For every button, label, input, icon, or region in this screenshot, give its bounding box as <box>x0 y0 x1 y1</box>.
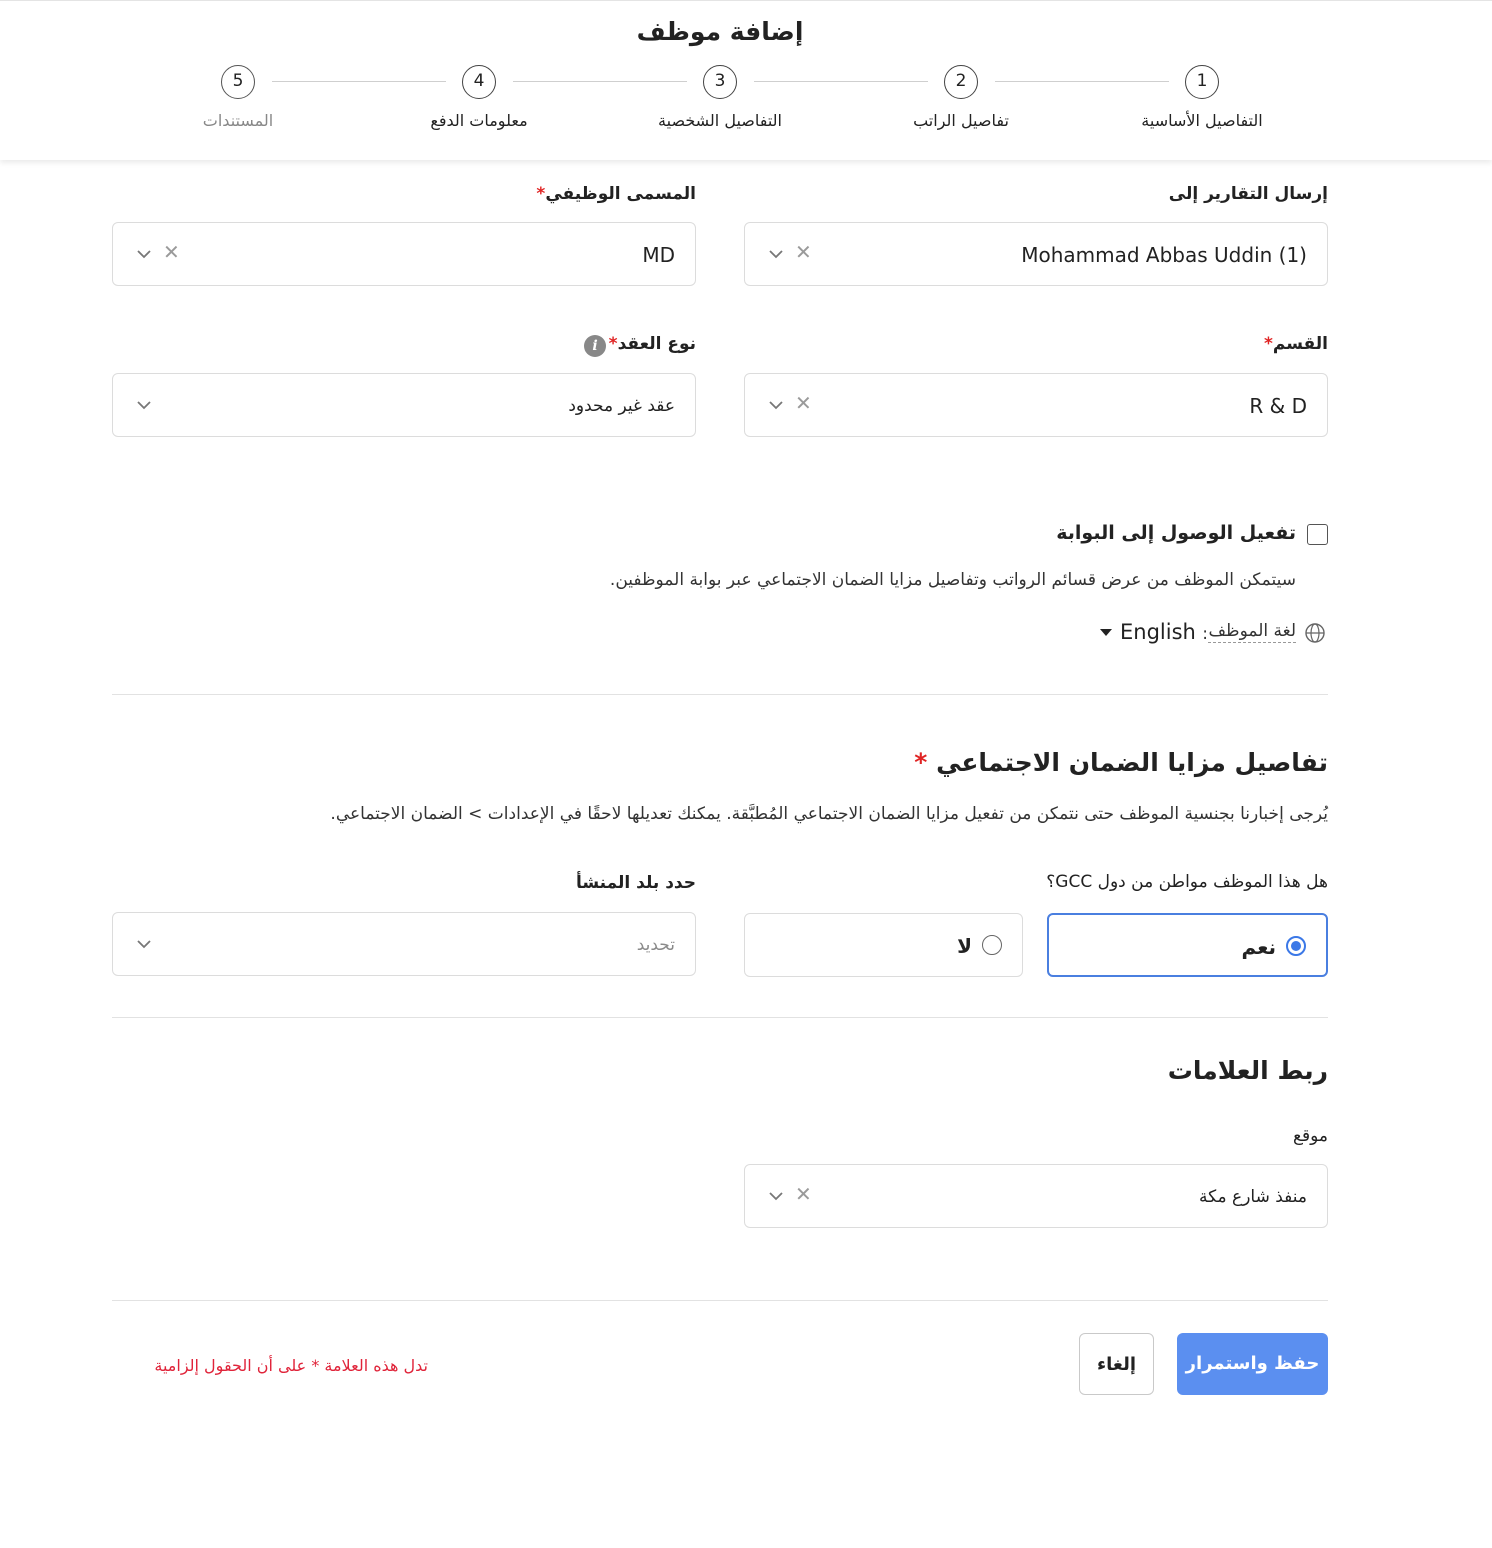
step-number: 4 <box>462 65 496 99</box>
country-of-origin-select[interactable] <box>112 912 696 976</box>
language-value: English <box>1120 620 1196 644</box>
location-select[interactable] <box>744 1164 1328 1228</box>
chevron-down-icon[interactable] <box>767 1187 785 1205</box>
page-header <box>0 0 1492 160</box>
job-title-label: المسمى الوظيفي* <box>536 184 696 204</box>
step-label: معلومات الدفع <box>430 111 528 130</box>
clear-icon[interactable]: ✕ <box>795 391 812 415</box>
step-basic-details[interactable] <box>1102 65 1302 130</box>
portal-access-checkbox[interactable] <box>1307 524 1328 545</box>
chevron-down-icon[interactable] <box>767 245 785 263</box>
step-number: 3 <box>703 65 737 99</box>
step-documents[interactable] <box>138 65 338 130</box>
save-and-continue-button[interactable]: حفظ واستمرار <box>1177 1333 1328 1395</box>
employee-language-label: لغة الموظف <box>1208 621 1296 641</box>
contract-type-label: نوع العقد* <box>608 334 696 354</box>
required-asterisk: * <box>1264 334 1273 354</box>
social-security-description: يُرجى إخبارنا بجنسية الموظف حتى نتمكن من تفعيل مزايا الضمان الاجتماعي المُطبَّقة. يمكنك تعديلها لاحقًا في الإعدادات > الضمان الاجتماعي. <box>330 804 1328 824</box>
gcc-question-label: هل هذا الموظف مواطن من دول GCC؟ <box>1046 872 1328 892</box>
required-asterisk: * <box>608 334 618 354</box>
step-payment-info[interactable] <box>379 65 579 130</box>
clear-icon[interactable]: ✕ <box>795 240 812 264</box>
language-dropdown[interactable] <box>1100 620 1196 648</box>
job-title-value: MD <box>642 243 675 267</box>
contract-type-value: عقد غير محدود <box>568 396 675 416</box>
radio-label: لا <box>957 934 972 958</box>
step-label: المستندات <box>202 111 274 130</box>
required-asterisk: * <box>536 184 546 204</box>
radio-indicator <box>982 935 1002 955</box>
country-of-origin-label: حدد بلد المنشأ <box>575 873 696 893</box>
step-personal-details[interactable] <box>620 65 820 130</box>
step-number: 5 <box>221 65 255 99</box>
tags-heading: ربط العلامات <box>1167 1056 1328 1085</box>
step-label: التفاصيل الأساسية <box>1141 111 1263 130</box>
job-title-select[interactable] <box>112 222 696 286</box>
required-asterisk: * <box>914 748 928 777</box>
gcc-no-radio[interactable] <box>744 913 1023 977</box>
step-salary-details[interactable] <box>861 65 1061 130</box>
department-select[interactable] <box>744 373 1328 437</box>
chevron-down-icon[interactable] <box>135 245 153 263</box>
clear-icon[interactable]: ✕ <box>795 1182 812 1206</box>
reports-to-label: إرسال التقارير إلى <box>1168 184 1328 204</box>
reports-to-value: Mohammad Abbas Uddin (1) <box>1021 243 1307 267</box>
location-value: منفذ شارع مكة <box>1199 1187 1307 1207</box>
portal-access-description: سيتمكن الموظف من عرض قسائم الرواتب وتفاصيل مزايا الضمان الاجتماعي عبر بوابة الموظفين. <box>609 570 1296 590</box>
step-label: تفاصيل الراتب <box>913 111 1009 130</box>
info-icon[interactable]: i <box>584 335 606 357</box>
cancel-button[interactable]: إلغاء <box>1079 1333 1154 1395</box>
contract-type-select[interactable] <box>112 373 696 437</box>
radio-indicator <box>1286 936 1306 956</box>
location-label: موقع <box>1292 1126 1328 1146</box>
divider <box>112 1017 1328 1018</box>
step-number: 1 <box>1185 65 1219 99</box>
reports-to-select[interactable] <box>744 222 1328 286</box>
caret-down-icon <box>1100 629 1112 636</box>
gcc-yes-radio[interactable] <box>1047 913 1328 977</box>
clear-icon[interactable]: ✕ <box>163 240 180 264</box>
mandatory-fields-note: تدل هذه العلامة * على أن الحقول إلزامية <box>154 1356 428 1375</box>
step-number: 2 <box>944 65 978 99</box>
department-label: القسم* <box>1264 334 1328 354</box>
social-security-heading: تفاصيل مزايا الضمان الاجتماعي * <box>914 748 1328 777</box>
radio-label: نعم <box>1241 935 1276 959</box>
chevron-down-icon[interactable] <box>135 935 153 953</box>
divider <box>112 694 1328 695</box>
country-placeholder: تحديد <box>636 935 675 955</box>
divider <box>112 1300 1328 1301</box>
department-value: R & D <box>1249 394 1307 418</box>
step-label: التفاصيل الشخصية <box>658 111 782 130</box>
portal-access-label: تفعيل الوصول إلى البوابة <box>1056 522 1296 544</box>
chevron-down-icon[interactable] <box>135 396 153 414</box>
globe-icon <box>1304 622 1326 644</box>
page-title: إضافة موظف <box>636 17 804 46</box>
language-separator: : <box>1202 624 1208 644</box>
chevron-down-icon[interactable] <box>767 396 785 414</box>
